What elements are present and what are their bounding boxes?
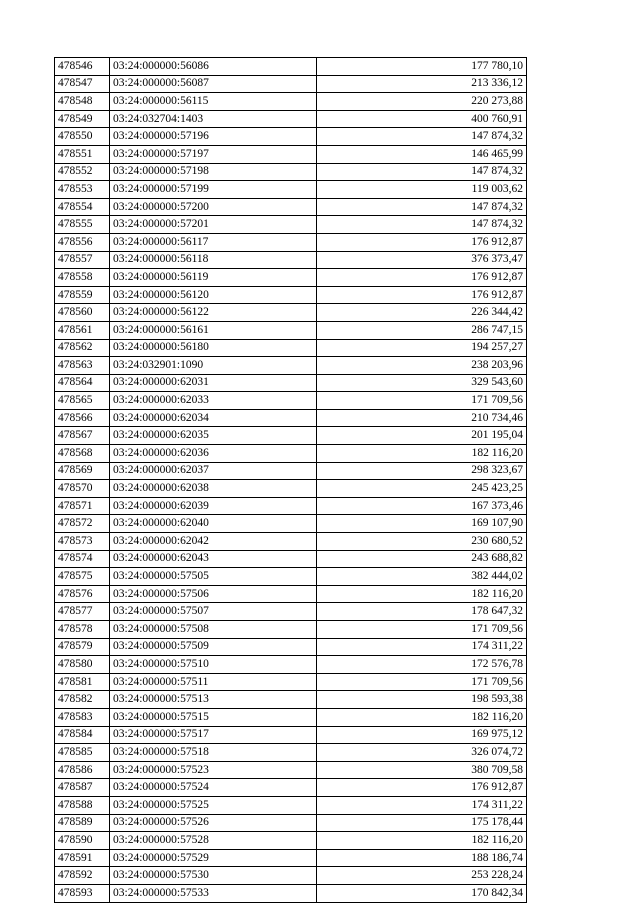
cadastral-value-cell: 194 257,27 <box>317 339 527 357</box>
cadastral-value-cell: 201 195,04 <box>317 427 527 445</box>
table-row <box>55 110 527 128</box>
table-row <box>55 796 527 814</box>
table-row <box>55 585 527 603</box>
table-row <box>55 621 527 639</box>
cadastral-value-cell: 220 273,88 <box>317 93 527 111</box>
cadastral-value-cell: 400 760,91 <box>317 110 527 128</box>
row-number-cell: 478558 <box>55 269 110 287</box>
table-row <box>55 568 527 586</box>
cadastral-number-cell: 03:24:000000:56119 <box>110 269 317 287</box>
table-row <box>55 497 527 515</box>
cadastral-value-cell: 253 228,24 <box>317 867 527 885</box>
cadastral-value-cell: 245 423,25 <box>317 480 527 498</box>
cadastral-number-cell: 03:24:000000:57198 <box>110 163 317 181</box>
cadastral-number-cell: 03:24:000000:62040 <box>110 515 317 533</box>
table-row <box>55 515 527 533</box>
table-row <box>55 638 527 656</box>
row-number-cell: 478592 <box>55 867 110 885</box>
cadastral-number-cell: 03:24:000000:57529 <box>110 849 317 867</box>
row-number-cell: 478557 <box>55 251 110 269</box>
cadastral-value-cell: 176 912,87 <box>317 233 527 251</box>
cadastral-value-cell: 171 709,56 <box>317 673 527 691</box>
row-number-cell: 478546 <box>55 58 110 76</box>
table-row <box>55 867 527 885</box>
table-row <box>55 58 527 76</box>
row-number-cell: 478553 <box>55 181 110 199</box>
row-number-cell: 478569 <box>55 462 110 480</box>
table-row <box>55 603 527 621</box>
cadastral-number-cell: 03:24:000000:56115 <box>110 93 317 111</box>
row-number-cell: 478584 <box>55 726 110 744</box>
table-row <box>55 181 527 199</box>
cadastral-value-cell: 174 311,22 <box>317 638 527 656</box>
table-row <box>55 691 527 709</box>
cadastral-number-cell: 03:24:000000:57511 <box>110 673 317 691</box>
row-number-cell: 478576 <box>55 585 110 603</box>
cadastral-number-cell: 03:24:000000:56086 <box>110 58 317 76</box>
cadastral-number-cell: 03:24:000000:57200 <box>110 198 317 216</box>
row-number-cell: 478547 <box>55 75 110 93</box>
row-number-cell: 478555 <box>55 216 110 234</box>
table-row <box>55 884 527 902</box>
table-row <box>55 761 527 779</box>
row-number-cell: 478571 <box>55 497 110 515</box>
row-number-cell: 478588 <box>55 796 110 814</box>
cadastral-value-cell: 243 688,82 <box>317 550 527 568</box>
cadastral-value-cell: 176 912,87 <box>317 269 527 287</box>
row-number-cell: 478556 <box>55 233 110 251</box>
cadastral-number-cell: 03:24:000000:57505 <box>110 568 317 586</box>
row-number-cell: 478575 <box>55 568 110 586</box>
table-row <box>55 708 527 726</box>
table-row <box>55 814 527 832</box>
cadastral-number-cell: 03:24:000000:57526 <box>110 814 317 832</box>
cadastral-value-cell: 119 003,62 <box>317 181 527 199</box>
cadastral-number-cell: 03:24:000000:57525 <box>110 796 317 814</box>
cadastral-value-cell: 174 311,22 <box>317 796 527 814</box>
row-number-cell: 478563 <box>55 357 110 375</box>
cadastral-number-cell: 03:24:000000:62043 <box>110 550 317 568</box>
cadastral-value-cell: 169 975,12 <box>317 726 527 744</box>
cadastral-value-cell: 176 912,87 <box>317 779 527 797</box>
table-row <box>55 744 527 762</box>
cadastral-number-cell: 03:24:000000:57513 <box>110 691 317 709</box>
row-number-cell: 478560 <box>55 304 110 322</box>
row-number-cell: 478582 <box>55 691 110 709</box>
row-number-cell: 478581 <box>55 673 110 691</box>
table-row <box>55 673 527 691</box>
cadastral-number-cell: 03:24:000000:57197 <box>110 145 317 163</box>
cadastral-value-cell: 188 186,74 <box>317 849 527 867</box>
cadastral-value-cell: 182 116,20 <box>317 832 527 850</box>
cadastral-number-cell: 03:24:000000:57507 <box>110 603 317 621</box>
row-number-cell: 478580 <box>55 656 110 674</box>
cadastral-number-cell: 03:24:000000:57196 <box>110 128 317 146</box>
cadastral-number-cell: 03:24:000000:56117 <box>110 233 317 251</box>
cadastral-number-cell: 03:24:000000:57533 <box>110 884 317 902</box>
cadastral-value-cell: 230 680,52 <box>317 533 527 551</box>
row-number-cell: 478572 <box>55 515 110 533</box>
cadastral-value-cell: 170 842,34 <box>317 884 527 902</box>
cadastral-number-cell: 03:24:000000:56087 <box>110 75 317 93</box>
cadastral-value-cell: 198 593,38 <box>317 691 527 709</box>
row-number-cell: 478565 <box>55 392 110 410</box>
cadastral-value-cell: 238 203,96 <box>317 357 527 375</box>
row-number-cell: 478583 <box>55 708 110 726</box>
table-row <box>55 392 527 410</box>
cadastral-number-cell: 03:24:032901:1090 <box>110 357 317 375</box>
cadastral-value-cell: 178 647,32 <box>317 603 527 621</box>
table-row <box>55 251 527 269</box>
cadastral-number-cell: 03:24:000000:57508 <box>110 621 317 639</box>
cadastral-number-cell: 03:24:000000:62042 <box>110 533 317 551</box>
table-row <box>55 75 527 93</box>
table-row <box>55 321 527 339</box>
row-number-cell: 478561 <box>55 321 110 339</box>
row-number-cell: 478566 <box>55 409 110 427</box>
cadastral-number-cell: 03:24:000000:57528 <box>110 832 317 850</box>
cadastral-number-cell: 03:24:000000:56122 <box>110 304 317 322</box>
table-row <box>55 163 527 181</box>
row-number-cell: 478559 <box>55 286 110 304</box>
cadastral-number-cell: 03:24:000000:57515 <box>110 708 317 726</box>
cadastral-value-cell: 175 178,44 <box>317 814 527 832</box>
cadastral-value-cell: 182 116,20 <box>317 445 527 463</box>
cadastral-value-cell: 182 116,20 <box>317 585 527 603</box>
cadastral-number-cell: 03:24:000000:57523 <box>110 761 317 779</box>
cadastral-number-cell: 03:24:000000:57524 <box>110 779 317 797</box>
cadastral-number-cell: 03:24:000000:57201 <box>110 216 317 234</box>
table-row <box>55 286 527 304</box>
row-number-cell: 478550 <box>55 128 110 146</box>
row-number-cell: 478554 <box>55 198 110 216</box>
table-row <box>55 550 527 568</box>
table-row <box>55 198 527 216</box>
cadastral-number-cell: 03:24:000000:57517 <box>110 726 317 744</box>
cadastral-number-cell: 03:24:000000:57199 <box>110 181 317 199</box>
cadastral-number-cell: 03:24:000000:56120 <box>110 286 317 304</box>
row-number-cell: 478579 <box>55 638 110 656</box>
cadastral-value-cell: 329 543,60 <box>317 374 527 392</box>
cadastral-number-cell: 03:24:032704:1403 <box>110 110 317 128</box>
row-number-cell: 478577 <box>55 603 110 621</box>
row-number-cell: 478573 <box>55 533 110 551</box>
table-row <box>55 304 527 322</box>
cadastral-value-cell: 147 874,32 <box>317 216 527 234</box>
cadastral-number-cell: 03:24:000000:57518 <box>110 744 317 762</box>
cadastral-value-cell: 182 116,20 <box>317 708 527 726</box>
row-number-cell: 478585 <box>55 744 110 762</box>
cadastral-value-cell: 210 734,46 <box>317 409 527 427</box>
table-row <box>55 656 527 674</box>
row-number-cell: 478586 <box>55 761 110 779</box>
table-row <box>55 128 527 146</box>
row-number-cell: 478591 <box>55 849 110 867</box>
cadastral-number-cell: 03:24:000000:62038 <box>110 480 317 498</box>
cadastral-value-cell: 172 576,78 <box>317 656 527 674</box>
cadastral-value-cell: 169 107,90 <box>317 515 527 533</box>
row-number-cell: 478552 <box>55 163 110 181</box>
table-row <box>55 269 527 287</box>
row-number-cell: 478593 <box>55 884 110 902</box>
table-row <box>55 427 527 445</box>
table-row <box>55 145 527 163</box>
cadastral-number-cell: 03:24:000000:62033 <box>110 392 317 410</box>
table-row <box>55 779 527 797</box>
table-row <box>55 533 527 551</box>
cadastral-number-cell: 03:24:000000:62034 <box>110 409 317 427</box>
cadastral-value-table <box>54 57 527 903</box>
cadastral-value-cell: 176 912,87 <box>317 286 527 304</box>
cadastral-value-cell: 146 465,99 <box>317 145 527 163</box>
cadastral-value-cell: 167 373,46 <box>317 497 527 515</box>
cadastral-value-cell: 326 074,72 <box>317 744 527 762</box>
cadastral-number-cell: 03:24:000000:62031 <box>110 374 317 392</box>
row-number-cell: 478570 <box>55 480 110 498</box>
cadastral-number-cell: 03:24:000000:57530 <box>110 867 317 885</box>
cadastral-value-cell: 171 709,56 <box>317 392 527 410</box>
table-row <box>55 357 527 375</box>
row-number-cell: 478578 <box>55 621 110 639</box>
table-row <box>55 832 527 850</box>
cadastral-value-cell: 376 373,47 <box>317 251 527 269</box>
row-number-cell: 478564 <box>55 374 110 392</box>
table-row <box>55 216 527 234</box>
row-number-cell: 478549 <box>55 110 110 128</box>
cadastral-value-cell: 147 874,32 <box>317 198 527 216</box>
cadastral-number-cell: 03:24:000000:57510 <box>110 656 317 674</box>
table-row <box>55 480 527 498</box>
cadastral-number-cell: 03:24:000000:62036 <box>110 445 317 463</box>
cadastral-value-cell: 171 709,56 <box>317 621 527 639</box>
cadastral-value-cell: 382 444,02 <box>317 568 527 586</box>
table-row <box>55 726 527 744</box>
row-number-cell: 478548 <box>55 93 110 111</box>
cadastral-value-cell: 298 323,67 <box>317 462 527 480</box>
row-number-cell: 478590 <box>55 832 110 850</box>
cadastral-value-cell: 226 344,42 <box>317 304 527 322</box>
cadastral-value-cell: 147 874,32 <box>317 128 527 146</box>
table-row <box>55 339 527 357</box>
cadastral-value-cell: 147 874,32 <box>317 163 527 181</box>
cadastral-number-cell: 03:24:000000:56161 <box>110 321 317 339</box>
row-number-cell: 478574 <box>55 550 110 568</box>
table-row <box>55 462 527 480</box>
table-row <box>55 374 527 392</box>
table-row <box>55 93 527 111</box>
table-row <box>55 409 527 427</box>
row-number-cell: 478551 <box>55 145 110 163</box>
cadastral-value-cell: 380 709,58 <box>317 761 527 779</box>
row-number-cell: 478587 <box>55 779 110 797</box>
cadastral-number-cell: 03:24:000000:62039 <box>110 497 317 515</box>
cadastral-number-cell: 03:24:000000:57509 <box>110 638 317 656</box>
cadastral-number-cell: 03:24:000000:56118 <box>110 251 317 269</box>
table-row <box>55 849 527 867</box>
table-body <box>55 58 527 903</box>
cadastral-number-cell: 03:24:000000:57506 <box>110 585 317 603</box>
row-number-cell: 478562 <box>55 339 110 357</box>
cadastral-number-cell: 03:24:000000:62035 <box>110 427 317 445</box>
cadastral-value-cell: 213 336,12 <box>317 75 527 93</box>
cadastral-number-cell: 03:24:000000:56180 <box>110 339 317 357</box>
cadastral-value-cell: 177 780,10 <box>317 58 527 76</box>
row-number-cell: 478589 <box>55 814 110 832</box>
row-number-cell: 478568 <box>55 445 110 463</box>
cadastral-number-cell: 03:24:000000:62037 <box>110 462 317 480</box>
row-number-cell: 478567 <box>55 427 110 445</box>
cadastral-value-cell: 286 747,15 <box>317 321 527 339</box>
table-row <box>55 233 527 251</box>
table-row <box>55 445 527 463</box>
